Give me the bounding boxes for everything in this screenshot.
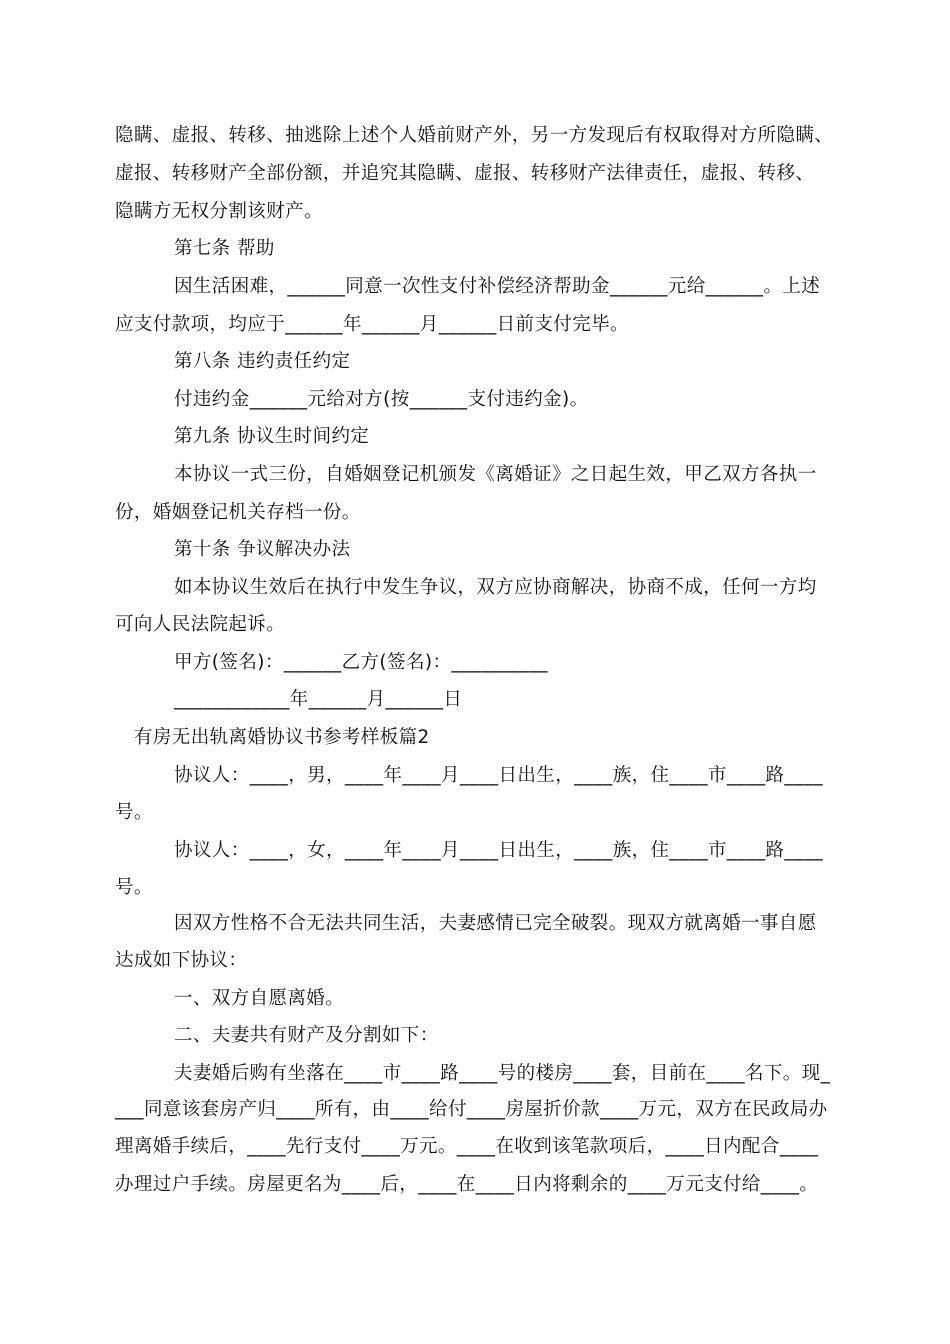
- signature-line: 甲方(签名)：______乙方(签名)：__________: [174, 652, 548, 673]
- section-heading: 第十条 争议解决办法: [174, 539, 351, 560]
- body-text-line: 因生活困难，______同意一次性支付补偿经济帮助金______元给______。上述: [174, 276, 821, 297]
- body-text-line: 理离婚手续后，____先行支付____万元。____在收到该笔款项后，____日内配合____: [115, 1136, 819, 1157]
- body-text-line: 协议人：____，女，____年____月____日出生，____族，住____市____路____: [174, 840, 824, 861]
- section-heading: 第七条 帮助: [174, 238, 275, 259]
- article-title: 有房无出轨离婚协议书参考样板篇2: [134, 727, 430, 748]
- body-text-line: 虚报、转移财产全部份额，并追究其隐瞒、虚报、转移财产法律责任，虚报、转移、: [115, 163, 815, 184]
- body-text-line: 隐瞒方无权分割该财产。: [115, 201, 323, 222]
- section-heading: 第九条 协议生时间约定: [174, 426, 370, 447]
- body-text-line: 本协议一式三份，自婚姻登记机颁发《离婚证》之日起生效，甲乙双方各执一: [174, 464, 817, 485]
- body-text-line: 办理过户手续。房屋更名为____后，____在____日内将剩余的____万元支付给____。: [115, 1174, 819, 1195]
- body-text-line: 因双方性格不合无法共同生活，夫妻感情已完全破裂。现双方就离婚一事自愿: [174, 913, 817, 934]
- section-heading: 第八条 违约责任约定: [174, 351, 351, 372]
- date-line: ____________年______月______日: [174, 689, 463, 710]
- body-text-line: ___同意该套房产归____所有，由____给付____房屋折价款____万元，双方在民政局办: [115, 1099, 828, 1120]
- body-text-line: 达成如下协议：: [115, 950, 248, 971]
- section-heading: 二、夫妻共有财产及分割如下：: [174, 1025, 439, 1046]
- section-heading: 一、双方自愿离婚。: [174, 988, 345, 1009]
- body-text-line: 夫妻婚后购有坐落在____市____路____号的楼房____套，目前在____名下。现_: [174, 1063, 831, 1084]
- body-text-line: 应支付款项，均应于______年______月______日前支付完毕。: [115, 314, 629, 335]
- body-text-line: 可向人民法院起诉。: [115, 614, 286, 635]
- body-text-line: 协议人：____，男，____年____月____日出生，____族，住____市____路____: [174, 765, 824, 786]
- body-text-line: 号。: [115, 877, 153, 898]
- body-text-line: 付违约金______元给对方(按______支付违约金)。: [174, 389, 589, 410]
- body-text-line: 号。: [115, 802, 153, 823]
- body-text-line: 如本协议生效后在执行中发生争议，双方应协商解决，协商不成，任何一方均: [174, 577, 817, 598]
- body-text-line: 份，婚姻登记机关存档一份。: [115, 502, 361, 523]
- body-text-line: 隐瞒、虚报、转移、抽逃除上述个人婚前财产外，另一方发现后有权取得对方所隐瞒、: [115, 125, 834, 146]
